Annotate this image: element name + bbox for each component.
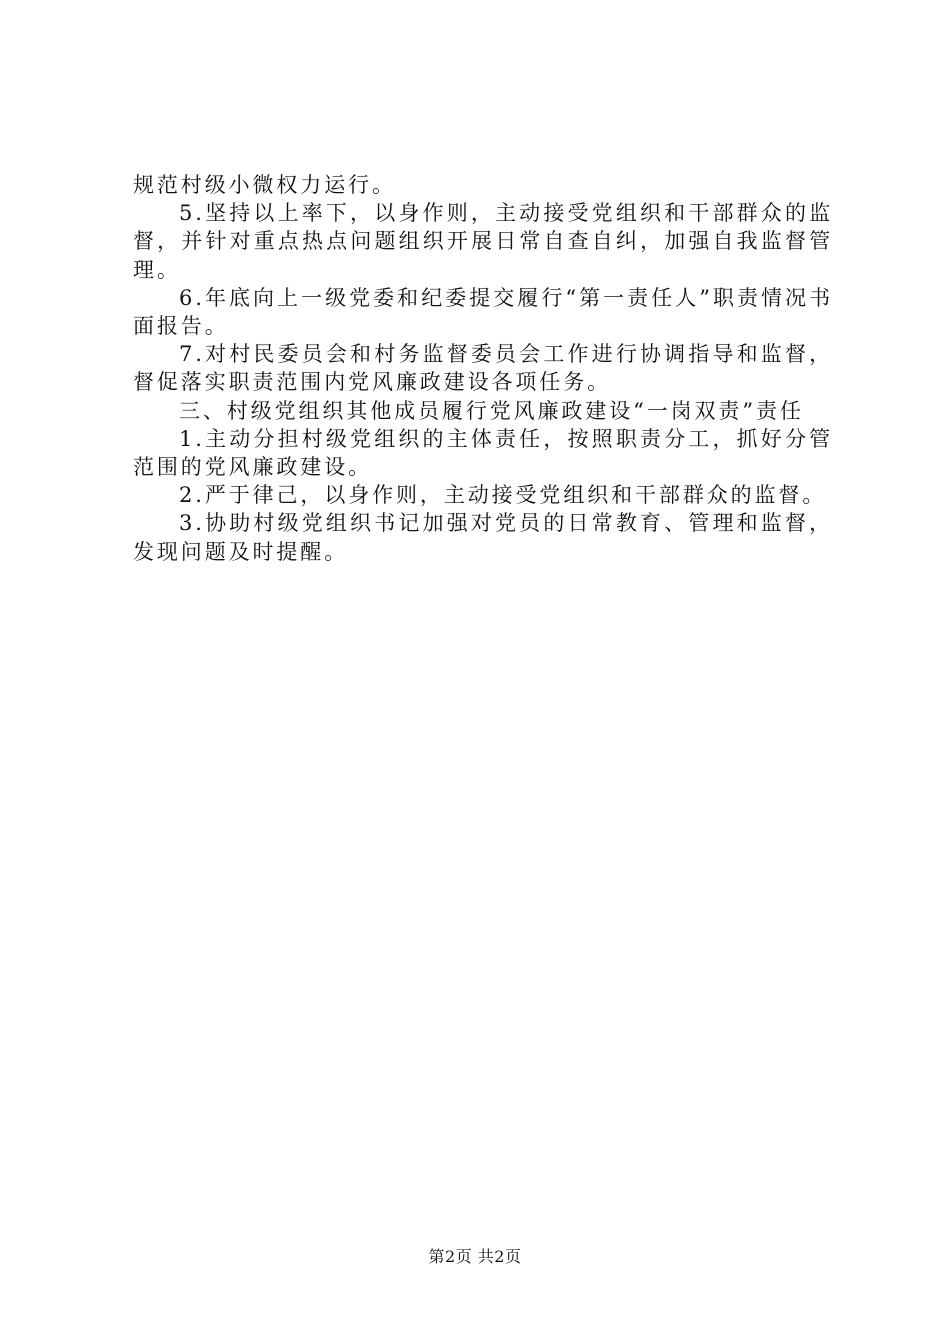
paragraph-4: 7.对村民委员会和村务监督委员会工作进行协调指导和监督，督促落实职责范围内党风廉政建设各项任务。 xyxy=(133,342,833,395)
paragraph-7: 2.严于律己，以身作则，主动接受党组织和干部群众的监督。 xyxy=(179,483,827,508)
paragraph-1: 规范村级小微权力运行。 xyxy=(133,173,396,197)
paragraph-8: 3.协助村级党组织书记加强对党员的日常教育、管理和监督，发现问题及时提醒。 xyxy=(133,511,833,564)
paragraph-2: 5.坚持以上率下，以身作则，主动接受党组织和干部群众的监督，并针对重点热点问题组织开展日常自查自纠，加强自我监督管理。 xyxy=(133,201,833,282)
paragraph-6: 1.主动分担村级党组织的主体责任，按照职责分工，抓好分管范围的党风廉政建设。 xyxy=(133,426,833,480)
paragraph-3: 6.年底向上一级党委和纪委提交履行“第一责任人”职责情况书面报告。 xyxy=(133,285,833,339)
document-body xyxy=(133,171,833,566)
section-heading: 三、村级党组织其他成员履行党风廉政建设“一岗双责”责任 xyxy=(179,398,804,423)
page-footer: 第2页 共2页 xyxy=(428,1247,522,1266)
